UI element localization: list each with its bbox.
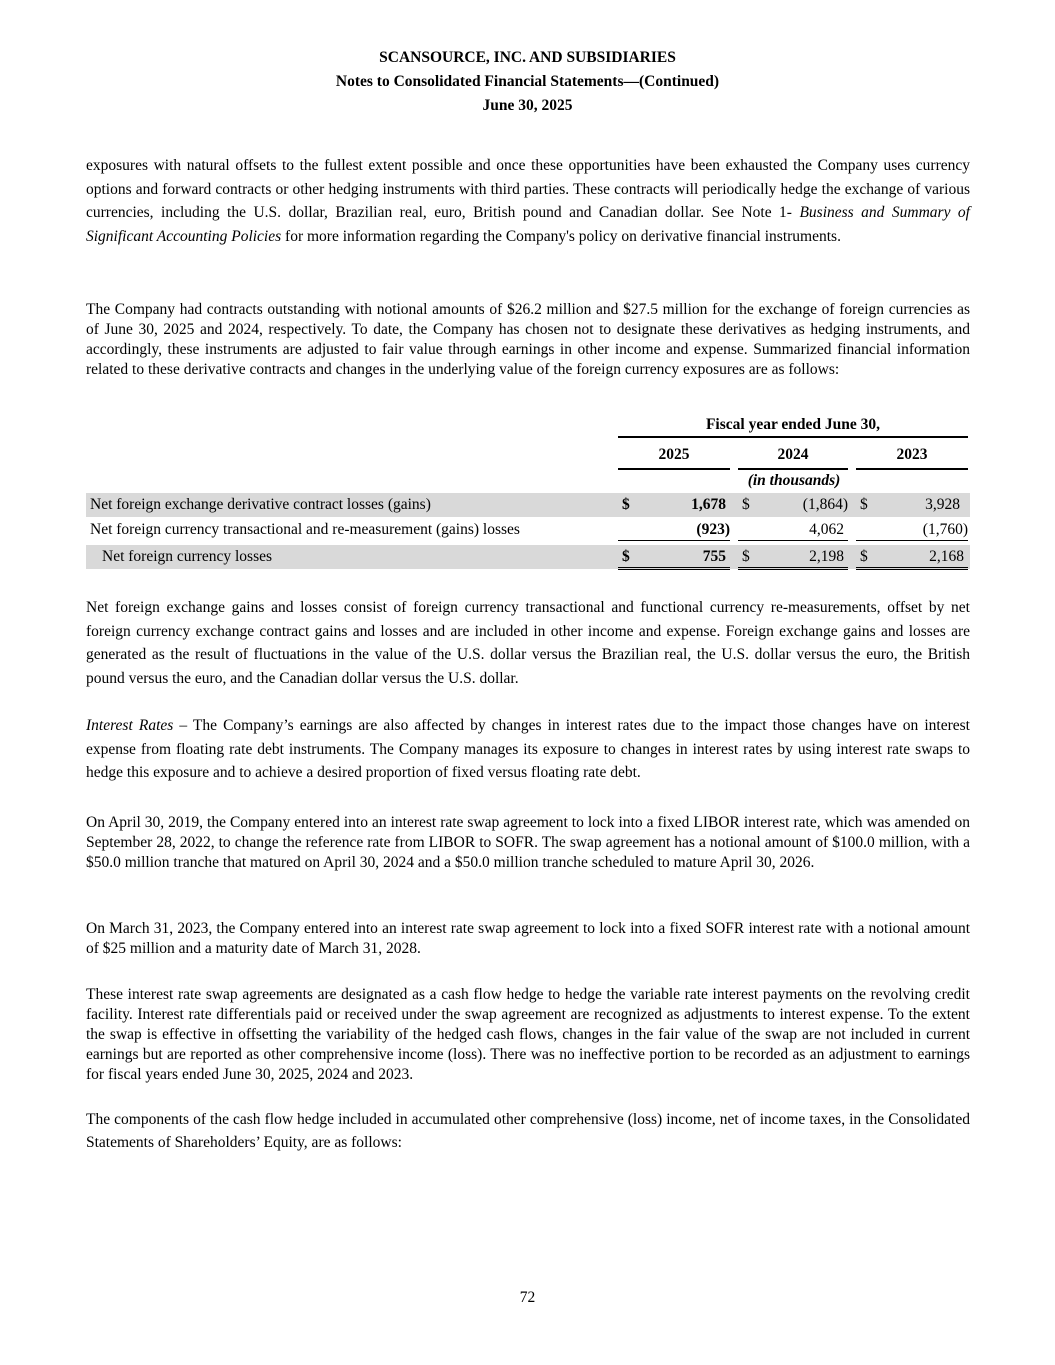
year-header: 2025: [618, 446, 730, 470]
currency: $: [742, 548, 750, 565]
page-number: 72: [519, 1289, 536, 1306]
value: 755: [702, 548, 726, 565]
units-label: (in thousands): [747, 472, 841, 489]
company-name: SCANSOURCE, INC. AND SUBSIDIARIES: [379, 49, 676, 66]
value-cell: [738, 518, 848, 541]
value-cell: [618, 493, 730, 515]
value-cell: [618, 545, 730, 570]
table-row: [86, 493, 970, 517]
document-title: Notes to Consolidated Financial Statements—(Continued): [335, 73, 720, 90]
table-super-header: Fiscal year ended June 30,: [618, 416, 968, 438]
paragraph-swap-2019: On April 30, 2019, the Company entered into an interest rate swap agreement to lock into a fixed LIBOR interest rate, which was amended on September 28, 2022, to change the reference rate from LIBOR to SOFR. The swap agreement has a notional amount of $100.0 million, with a $50.0 million tranche that matured on April 30, 2024 and a $50.0 million tranche scheduled to mature April 30, 2026.: [86, 814, 970, 871]
text: exposures with natural offsets to the fullest extent possible and once these opportunities have been exhausted the Company uses currency options and forward contracts or other hedging instruments with third parties. These contracts will periodically hedge the exchange of various currencies, including the U.S. dollar, Brazilian real, euro, British pound and Canadian dollar. See Note 1-: [86, 157, 970, 222]
value: 2,198: [809, 548, 844, 565]
value-cell: [738, 545, 848, 570]
paragraph-cash-flow-hedge: These interest rate swap agreements are designated as a cash flow hedge to hedge the variable rate interest payments on the revolving credit facility. Interest rate differentials paid or received under the swap agreement are recognized as adjustments to interest expense. To the extent the swap is effective in offsetting the variability of the hedged cash flows, changes in the fair value of the swap are not included in current earnings but are reported as other comprehensive income (loss). There was no ineffective portion to be recorded as an adjustment to earnings for fiscal years ended June 30, 2025, 2024 and 2023.: [86, 986, 970, 1083]
row-label: Net foreign currency losses: [102, 548, 273, 565]
currency: $: [742, 496, 750, 513]
value: 3,928: [925, 496, 960, 513]
paragraph-contracts-outstanding: The Company had contracts outstanding with notional amounts of $26.2 million and $27.5 million for the exchange of foreign currencies as of June 30, 2025 and 2024, respectively. To date, the Company has chosen not to designate these derivatives as hedging instruments, and accordingly, these instruments are adjusted to fair value through earnings in other income and expense. Summarized financial information related to these derivative contracts and changes in the underlying value of the foreign currency exposures are as follows:: [86, 301, 970, 378]
value: (1,760): [922, 521, 968, 538]
row-label: Net foreign currency transactional and re-measurement (gains) losses: [90, 521, 520, 538]
currency: $: [860, 496, 868, 513]
value: 1,678: [691, 496, 726, 513]
value-cell: [856, 545, 968, 570]
value: 2,168: [929, 548, 964, 565]
currency: $: [622, 548, 630, 565]
value-cell: [856, 518, 968, 541]
year-header: 2023: [856, 446, 968, 470]
value: (1,864): [802, 496, 848, 513]
row-label: Net foreign exchange derivative contract losses (gains): [90, 496, 431, 513]
text: for more information regarding the Company's policy on derivative financial instruments.: [281, 227, 841, 245]
document-date: June 30, 2025: [482, 97, 573, 114]
table-row: [86, 518, 970, 542]
table-row-total: [86, 545, 970, 569]
value-cell: [738, 493, 848, 515]
value: 4,062: [809, 521, 844, 538]
paragraph-fx-gains-losses: Net foreign exchange gains and losses consist of foreign currency transactional and functional currency re-measurements, offset by net foreign currency exchange contract gains and losses and are included in other income and expense. Foreign exchange gains and losses are generated as the result of fluctuations in the value of the U.S. dollar versus the Brazilian real, the U.S. dollar versus the euro, the British pound versus the euro, and the Canadian dollar versus the U.S. dollar.: [86, 599, 970, 687]
paragraph-components-intro: The components of the cash flow hedge included in accumulated other comprehensive (loss) income, net of income taxes, in the Consolidated Statements of Shareholders’ Equity, are as follows:: [86, 1111, 970, 1151]
value-cell: [856, 493, 968, 515]
paragraph-hedging-intro: [86, 154, 970, 248]
text: – The Company’s earnings are also affected by changes in interest rates due to the impact those changes have on interest expense from floating rate debt instruments. The Company manages its exposure to changes in interest rates by using interest rate swaps to hedge this exposure and to achieve a desired proportion of fixed versus floating rate debt.: [86, 717, 970, 782]
year-header: 2024: [738, 446, 848, 470]
value-cell: [618, 518, 730, 541]
section-label: Interest Rates: [86, 717, 174, 734]
currency: $: [622, 496, 630, 513]
paragraph-interest-rates: [86, 714, 970, 785]
value: (923): [696, 521, 730, 538]
note-reference: Business and Summary of Significant Accounting Policies: [86, 204, 970, 245]
paragraph-swap-2023: On March 31, 2023, the Company entered into an interest rate swap agreement to lock into a fixed SOFR interest rate with a notional amount of $25 million and a maturity date of March 31, 2028.: [86, 920, 970, 957]
currency: $: [860, 548, 868, 565]
